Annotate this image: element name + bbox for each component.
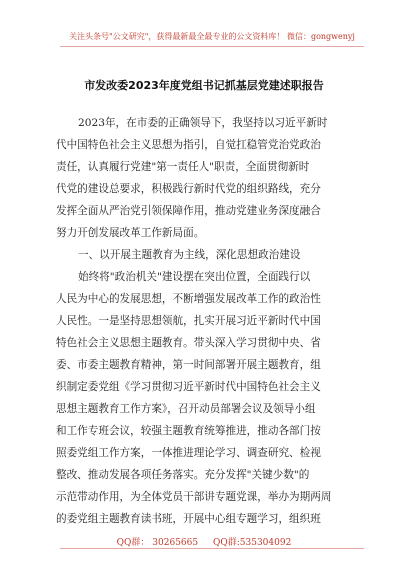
paragraph-line: 和工作专班会议，较强主题教育统筹推进，推动各部门按 [56, 425, 321, 437]
paragraph-line: 思想主题教育工作方案》，召开动员部署会议及领导小组 [56, 403, 316, 415]
paragraph-line: 代中国特色社会主义思想为指引，自觉扛稳管党治党政治 [56, 139, 321, 151]
section-heading: 一、以开展主题教育为主线，深化思想政治建设 [78, 249, 301, 261]
paragraph-line: 织制定委党组《学习贯彻习近平新时代中国特色社会主义 [56, 381, 321, 393]
paragraph-line: 示范带动作用，为全体党员干部讲专题党课，举办为期两周 [56, 491, 332, 503]
paragraph-line: 始终将"政治机关"建设摆在突出位置，全面践行以 [78, 271, 311, 283]
paragraph-line: 委、市委主题教育精神，第一时间部署开展主题教育，组 [56, 359, 321, 371]
paragraph-line: 人民为中心的发展思想，不断增强发展改革工作的政治性 [56, 293, 321, 305]
paragraph-line: 代党的建设总要求，积极践行新时代党的组织路线，充分 [56, 183, 321, 195]
footer-qq-group-2: QQ群:535304092 [212, 538, 292, 548]
footer-contacts [0, 535, 408, 548]
header-notice: 关注头条号"公文研究"，获得最新最全最专业的公文资料库！ 微信：gongwenyj [69, 32, 355, 41]
footer-divider [60, 548, 364, 549]
document-title: 市发改委2023年度党组书记抓基层党建述职报告 [84, 79, 324, 92]
paragraph-line: 发挥全面从严治党引领保障作用，推动党建业务深度融合 [56, 205, 321, 217]
paragraph-line: 人民性。一是坚持思想领航，扎实开展习近平新时代中国 [56, 315, 321, 327]
paragraph-line: 2023年，在市委的正确领导下，我坚持以习近平新时 [78, 117, 328, 129]
paragraph-line: 特色社会主义思想主题教育。带头深入学习贯彻中央、省 [56, 337, 321, 349]
paragraph-line: 整改、推动发展各项任务落实。充分发挥"关键少数"的 [56, 469, 310, 481]
paragraph-line: 努力开创发展改革工作新局面。 [56, 227, 205, 239]
paragraph-line: 责任，认真履行党建"第一责任人"职责，全面贯彻新时 [56, 161, 310, 173]
document-body [56, 112, 352, 530]
paragraph-line: 照委党组工作方案，一体推进理论学习、调查研究、检视 [56, 447, 321, 459]
footer-qq-group-1: QQ群： 30265665 [116, 538, 199, 548]
header-divider [60, 46, 364, 47]
paragraph-line: 的委党组主题教育读书班，开展中心组专题学习，组织班 [56, 513, 321, 525]
